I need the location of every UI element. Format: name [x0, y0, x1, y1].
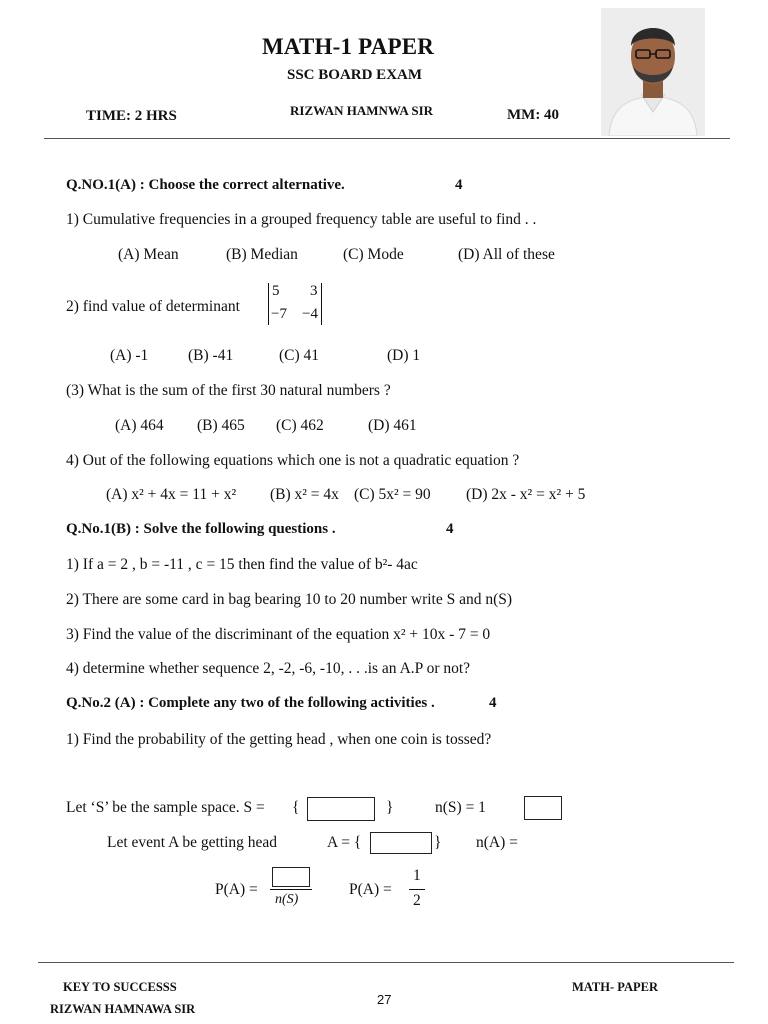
determinant-matrix — [268, 283, 322, 325]
option: (C) 41 — [279, 347, 320, 364]
max-marks: MM: 40 — [507, 107, 560, 123]
option: (B) x² = 4x — [270, 486, 339, 503]
pa-label-2: P(A) = — [349, 881, 392, 898]
exam-subtitle: SSC BOARD EXAM — [287, 67, 423, 83]
footer-slogan: KEY TO SUCCESSS — [63, 980, 177, 994]
portrait-image — [601, 8, 705, 136]
sample-space-answer-box[interactable] — [307, 797, 375, 821]
option: (B) -41 — [188, 347, 234, 364]
pa-denominator: n(S) — [275, 892, 299, 907]
option: (A) Mean — [118, 246, 179, 263]
ns-answer-box[interactable] — [524, 796, 562, 820]
footer-author: RIZWAN HAMNAWA SIR — [50, 1002, 196, 1016]
set-a-label: A = { — [327, 834, 362, 851]
time-label: TIME: 2 HRS — [86, 108, 177, 124]
question-1b-3: 3) Find the value of the discriminant of the equation x² + 10x - 7 = 0 — [66, 626, 491, 643]
sample-space-label: Let ‘S’ be the sample space. S = — [66, 799, 265, 816]
matrix-cell: 3 — [310, 283, 318, 299]
event-a-label: Let event A be getting head — [107, 834, 278, 851]
option: (B) Median — [226, 246, 298, 263]
question-1a-2: 2) find value of determinant — [66, 298, 240, 315]
pa-numerator-box[interactable] — [272, 867, 310, 887]
set-a-answer-box[interactable] — [370, 832, 432, 854]
question-1a-4: 4) Out of the following equations which one is not a quadratic equation ? — [66, 452, 520, 469]
option: (A) x² + 4x = 11 + x² — [106, 486, 237, 503]
option: (D) 1 — [387, 347, 421, 364]
option: (B) 465 — [197, 417, 245, 434]
section-marks-q1b: 4 — [446, 521, 454, 537]
matrix-cell: −4 — [302, 306, 318, 322]
section-heading-q1b: Q.No.1(B) : Solve the following questions . — [66, 521, 336, 537]
question-1b-4: 4) determine whether sequence 2, -2, -6, -10, . . .is an A.P or not? — [66, 660, 471, 677]
page-number: 27 — [377, 992, 392, 1007]
question-2a-1: 1) Find the probability of the getting head , when one coin is tossed? — [66, 731, 492, 748]
question-1b-2: 2) There are some card in bag bearing 10 to 20 number write S and n(S) — [66, 591, 513, 608]
matrix-cell: −7 — [271, 306, 287, 322]
option: (D) 2x - x² = x² + 5 — [466, 486, 586, 503]
question-1a-3: (3) What is the sum of the first 30 natural numbers ? — [66, 382, 391, 399]
footer-divider — [38, 962, 734, 963]
pa-label: P(A) = — [215, 881, 258, 898]
fraction-bar — [409, 889, 425, 890]
brace-close: } — [386, 799, 394, 816]
pa-denominator-value: 2 — [413, 892, 421, 909]
option: (C) 5x² = 90 — [354, 486, 431, 503]
pa-numerator: 1 — [413, 867, 421, 884]
section-marks-q1a: 4 — [455, 177, 463, 193]
option: (A) 464 — [115, 417, 164, 434]
section-heading-q1a: Q.NO.1(A) : Choose the correct alternative. — [66, 177, 345, 193]
page-title: MATH-1 PAPER — [262, 34, 435, 59]
section-marks-q2a: 4 — [489, 695, 497, 711]
set-a-close: } — [434, 834, 442, 851]
teacher-photo — [601, 8, 705, 136]
teacher-name: RIZWAN HAMNWA SIR — [290, 103, 434, 118]
option: (D) All of these — [458, 246, 555, 263]
option: (C) 462 — [276, 417, 324, 434]
brace-open: { — [292, 799, 300, 816]
matrix-cell: 5 — [272, 283, 280, 299]
option: (D) 461 — [368, 417, 417, 434]
section-heading-q2a: Q.No.2 (A) : Complete any two of the following activities . — [66, 695, 435, 711]
question-1a-1: 1) Cumulative frequencies in a grouped frequency table are useful to find . . — [66, 211, 537, 228]
ns-label: n(S) = 1 — [435, 799, 486, 816]
footer-paper-label: MATH- PAPER — [572, 980, 658, 994]
na-label: n(A) = — [476, 834, 518, 851]
fraction-bar — [270, 889, 312, 890]
question-1b-1: 1) If a = 2 , b = -11 , c = 15 then find the value of b²- 4ac — [66, 556, 418, 573]
header-divider — [44, 138, 730, 139]
option: (A) -1 — [110, 347, 149, 364]
option: (C) Mode — [343, 246, 404, 263]
